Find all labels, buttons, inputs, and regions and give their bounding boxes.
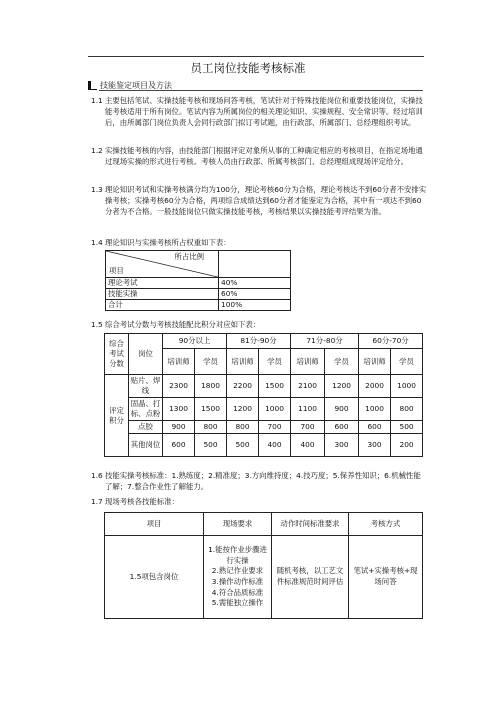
score-cell: 400	[291, 434, 325, 457]
weight-header-top: 所占比例	[174, 252, 204, 261]
trainee-header: 学员	[391, 349, 423, 375]
score-cell: 1000	[391, 375, 423, 398]
field-requirements	[204, 536, 272, 619]
score-cell: 600	[163, 434, 195, 457]
post-name: 贴片、焊线	[129, 375, 163, 398]
trainer-header: 培训师	[359, 349, 391, 375]
field-header: 考核方式	[349, 513, 423, 536]
field-assessment-table	[104, 512, 423, 619]
weight-header-bottom: 项目	[109, 266, 124, 275]
paragraph-1-7	[91, 496, 427, 507]
trainee-header: 学员	[325, 349, 359, 375]
score-cell: 300	[325, 434, 359, 457]
paragraph-1-2	[91, 145, 427, 167]
header-rule	[88, 56, 424, 57]
field-header: 动作时间标准要求	[272, 513, 349, 536]
weight-table	[105, 250, 291, 311]
score-cell: 1500	[195, 398, 227, 421]
section-rule	[99, 90, 423, 91]
post-header: 岗位	[129, 334, 163, 375]
score-cell: 1200	[325, 375, 359, 398]
score-cell: 600	[325, 421, 359, 434]
paragraph-1-5	[91, 319, 427, 330]
score-cell: 300	[359, 434, 391, 457]
requirement-line: 1.能按作业步骤进行实操	[208, 545, 267, 565]
score-cell: 2200	[227, 375, 259, 398]
weight-table-corner	[106, 251, 219, 278]
paragraph-text: 主要包括笔试、实操技能考核和现场问答考核，笔试针对于特殊技能岗位和重要技能岗位，实操技能考核适用于所有岗位。笔试内容为所属岗位的相关理论知识、实操规程、安全常识等。经过培训后，由所属部门岗位负责人会同行政部门拟订考试题，由行政部、所属部门、总经理组织考试。	[105, 96, 423, 128]
paragraph-text: 综合考试分数与考核技能配比积分对应如下表：	[105, 320, 261, 329]
band-header: 71分-80分	[291, 334, 359, 349]
score-cell: 800	[391, 398, 423, 421]
field-header: 现场要求	[204, 513, 272, 536]
paragraph-number: 1.7	[91, 497, 103, 506]
score-cell: 1500	[259, 375, 291, 398]
post-name: 点胶	[129, 421, 163, 434]
weight-ratio: 60%	[219, 289, 291, 300]
requirement-line: 5.需能独立操作	[211, 598, 264, 608]
weight-ratio: 100%	[219, 300, 291, 311]
score-cell: 800	[227, 421, 259, 434]
paragraph-text: 技能实操考核标准：1.熟练度；2.精准度；3.方向维持度；4.技巧度；5.保养性知识；6.机械性能了解；7.整合作业性了解能力。	[105, 471, 421, 492]
score-cell: 1000	[359, 398, 391, 421]
paragraph-1-3	[91, 184, 427, 218]
paragraph-text: 实操技能考核的内容，由技能部门根据评定对象所从事的工种确定相应的考核项目，在指定场地通过现场实操的形式进行考核。考核人员由行政部、所属考核部门、总经理组成现场评定给分。	[105, 146, 423, 167]
paragraph-text: 现场考核各技能标准：	[105, 497, 179, 506]
weight-ratio: 40%	[219, 278, 291, 289]
score-cell: 800	[195, 421, 227, 434]
score-cell: 500	[391, 421, 423, 434]
group-label: 评定积分	[105, 375, 129, 457]
score-cell: 2000	[359, 375, 391, 398]
score-cell: 900	[325, 398, 359, 421]
requirement-line: 3.操作动作标准	[211, 577, 264, 586]
field-method: 笔试+实操考核+现场问答	[349, 536, 423, 619]
post-name: 固晶、打标、点粉	[129, 398, 163, 421]
trainer-header: 培训师	[163, 349, 195, 375]
score-cell: 200	[391, 434, 423, 457]
page-title: 员工岗位技能考核标准	[190, 61, 306, 75]
score-cell: 700	[291, 421, 325, 434]
paragraph-number: 1.5	[91, 320, 103, 329]
paragraph-text: 理论知识考试和实操考核满分均为100分，理论考核60分为合格，理论考核达不到60分者不安排实操考核；实操考核60分为合格，两项综合成绩达到60分者才能鉴定为合格，其中有一项达不到60分者为不合格。一般技能岗位只做实操技能考核，考核结果以实操技能考评结果为准。	[105, 185, 427, 217]
score-cell: 500	[227, 434, 259, 457]
score-cell: 1800	[195, 375, 227, 398]
requirement-line: 4.符合品质标准	[211, 587, 264, 597]
score-cell: 2300	[163, 375, 195, 398]
table-row	[105, 398, 423, 421]
paragraph-number: 1.4	[91, 238, 103, 247]
weight-item: 合计	[106, 300, 219, 311]
table-row	[105, 375, 423, 398]
paragraph-1-4	[91, 237, 427, 248]
score-cell: 700	[259, 421, 291, 434]
score-cell: 2100	[291, 375, 325, 398]
score-cell: 600	[359, 421, 391, 434]
field-item: 1.5项包含岗位	[105, 536, 204, 619]
score-table	[104, 333, 423, 457]
table-row	[105, 421, 423, 434]
paragraph-number: 1.2	[91, 146, 103, 155]
paragraph-text: 理论知识与实操考核所占权重如下表：	[105, 238, 231, 247]
paragraph-number: 1.6	[91, 471, 103, 480]
score-cell: 900	[163, 421, 195, 434]
field-time-standard: 随机考核，以工艺文件标准规范时间评估	[272, 536, 349, 619]
band-header: 81分-90分	[227, 334, 291, 349]
heading-marker-icon	[88, 81, 97, 90]
band-header: 60分-70分	[359, 334, 423, 349]
table-row	[106, 289, 291, 300]
requirement-line: 2.熟记作业要求	[211, 566, 264, 576]
score-cell: 1300	[163, 398, 195, 421]
trainee-header: 学员	[259, 349, 291, 375]
paragraph-number: 1.3	[91, 185, 103, 194]
score-cell: 500	[195, 434, 227, 457]
score-cell: 400	[259, 434, 291, 457]
table-row	[106, 300, 291, 311]
weight-table-corner-blank	[219, 251, 291, 278]
trainer-header: 培训师	[227, 349, 259, 375]
paragraph-number: 1.1	[91, 96, 103, 105]
section-heading-text: 技能鉴定项目及方法	[100, 81, 172, 90]
trainer-header: 培训师	[291, 349, 325, 375]
paragraph-1-1	[91, 95, 427, 129]
post-name: 其他岗位	[129, 434, 163, 457]
table-row	[106, 278, 291, 289]
band-header: 90分以上	[163, 334, 227, 349]
score-cell: 1100	[291, 398, 325, 421]
weight-item: 理论考试	[106, 278, 219, 289]
score-cell: 1200	[227, 398, 259, 421]
paragraph-1-6	[91, 470, 427, 492]
table-row	[105, 434, 423, 457]
trainee-header: 学员	[195, 349, 227, 375]
field-header: 项目	[105, 513, 204, 536]
score-corner: 综合考试分数	[105, 334, 129, 375]
weight-item: 技能实操	[106, 289, 219, 300]
score-cell: 1000	[259, 398, 291, 421]
table-row	[105, 536, 423, 619]
